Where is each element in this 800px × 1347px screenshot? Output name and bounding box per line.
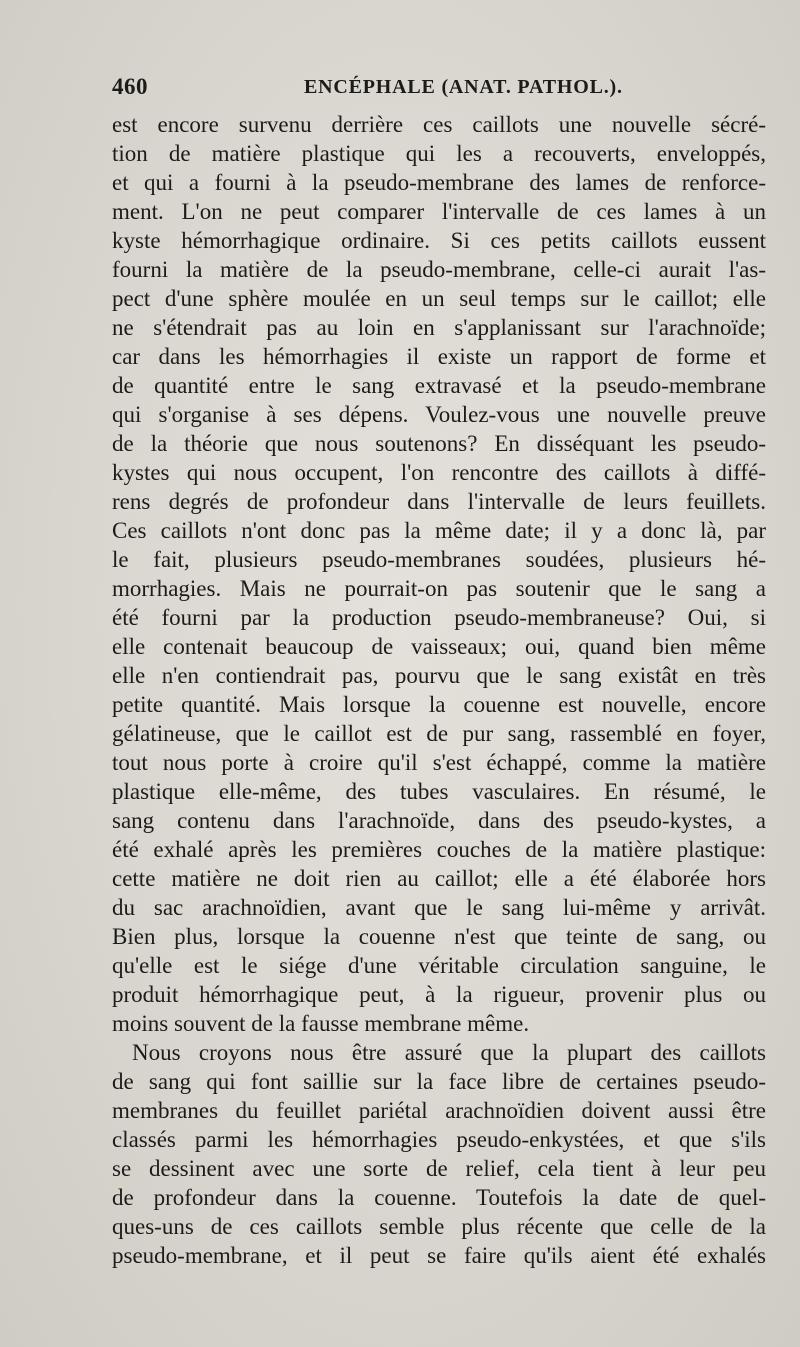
page-header	[112, 70, 762, 110]
paragraph-2	[112, 1038, 766, 1270]
text-line: tout nous porte à croire qu'il s'est échappé, comme la matière	[112, 750, 766, 775]
text-line: ment. L'on ne peut comparer l'intervalle de ces lames à un	[112, 199, 766, 224]
text-line: plastique elle-même, des tubes vasculaires. En résumé, le	[112, 779, 766, 804]
text-line: elle n'en contiendrait pas, pourvu que le sang existât en très	[112, 663, 766, 688]
text-line: été exhalé après les premières couches de la matière plastique:	[112, 837, 766, 862]
running-head: ENCÉPHALE (ANAT. PATHOL.).	[304, 76, 623, 98]
text-line: du sac arachnoïdien, avant que le sang lui-même y arrivât.	[112, 895, 766, 920]
text-line: été fourni par la production pseudo-membraneuse? Oui, si	[112, 605, 766, 630]
text-line: rens degrés de profondeur dans l'intervalle de leurs feuillets.	[112, 489, 766, 514]
text-line: Nous croyons nous être assuré que la plupart des caillots	[132, 1040, 766, 1065]
text-line: Bien plus, lorsque la couenne n'est que teinte de sang, ou	[112, 924, 766, 949]
text-line: tion de matière plastique qui les a recouverts, enveloppés,	[112, 141, 766, 166]
text-line: morrhagies. Mais ne pourrait-on pas soutenir que le sang a	[112, 576, 766, 601]
text-line: et qui a fourni à la pseudo-membrane des lames de renforce-	[112, 170, 766, 195]
text-line: pect d'une sphère moulée en un seul temps sur le caillot; elle	[112, 286, 766, 311]
text-line: petite quantité. Mais lorsque la couenne est nouvelle, encore	[112, 692, 766, 717]
text-line: qu'elle est le siége d'une véritable circulation sanguine, le	[112, 953, 766, 978]
text-line: produit hémorrhagique peut, à la rigueur, provenir plus ou	[112, 982, 766, 1007]
text-line: qui s'organise à ses dépens. Voulez-vous une nouvelle preuve	[112, 402, 766, 427]
text-line: classés parmi les hémorrhagies pseudo-enkystées, et que s'ils	[112, 1127, 766, 1152]
text-line: se dessinent avec une sorte de relief, cela tient à leur peu	[112, 1156, 766, 1181]
text-line: membranes du feuillet pariétal arachnoïdien doivent aussi être	[112, 1098, 766, 1123]
text-line: de sang qui font saillie sur la face libre de certaines pseudo-	[112, 1069, 766, 1094]
text-line: de profondeur dans la couenne. Toutefois la date de quel-	[112, 1185, 766, 1210]
text-line: elle contenait beaucoup de vaisseaux; oui, quand bien même	[112, 634, 766, 659]
text-line: gélatineuse, que le caillot est de pur sang, rassemblé en foyer,	[112, 721, 766, 746]
text-line: Ces caillots n'ont donc pas la même date; il y a donc là, par	[112, 518, 766, 543]
body-text	[112, 110, 766, 1270]
paragraph-1	[112, 110, 766, 1038]
text-line: ques-uns de ces caillots semble plus récente que celle de la	[112, 1214, 766, 1239]
text-line: kystes qui nous occupent, l'on rencontre des caillots à diffé-	[112, 460, 766, 485]
page-number: 460	[112, 74, 148, 99]
text-line: est encore survenu derrière ces caillots une nouvelle sécré-	[112, 112, 766, 137]
text-line: de quantité entre le sang extravasé et la pseudo-membrane	[112, 373, 766, 398]
text-line: kyste hémorrhagique ordinaire. Si ces petits caillots eussent	[112, 228, 766, 253]
text-line: moins souvent de la fausse membrane même.	[112, 1011, 530, 1036]
text-line: pseudo-membrane, et il peut se faire qu'ils aient été exhalés	[112, 1243, 766, 1268]
text-line: car dans les hémorrhagies il existe un rapport de forme et	[112, 344, 766, 369]
text-line: le fait, plusieurs pseudo-membranes soudées, plusieurs hé-	[112, 547, 766, 572]
text-line: cette matière ne doit rien au caillot; elle a été élaborée hors	[112, 866, 766, 891]
text-line: fourni la matière de la pseudo-membrane, celle-ci aurait l'as-	[112, 257, 766, 282]
text-line: ne s'étendrait pas au loin en s'applanissant sur l'arachnoïde;	[112, 315, 766, 340]
text-line: sang contenu dans l'arachnoïde, dans des pseudo-kystes, a	[112, 808, 766, 833]
text-line: de la théorie que nous soutenons? En disséquant les pseudo-	[112, 431, 766, 456]
